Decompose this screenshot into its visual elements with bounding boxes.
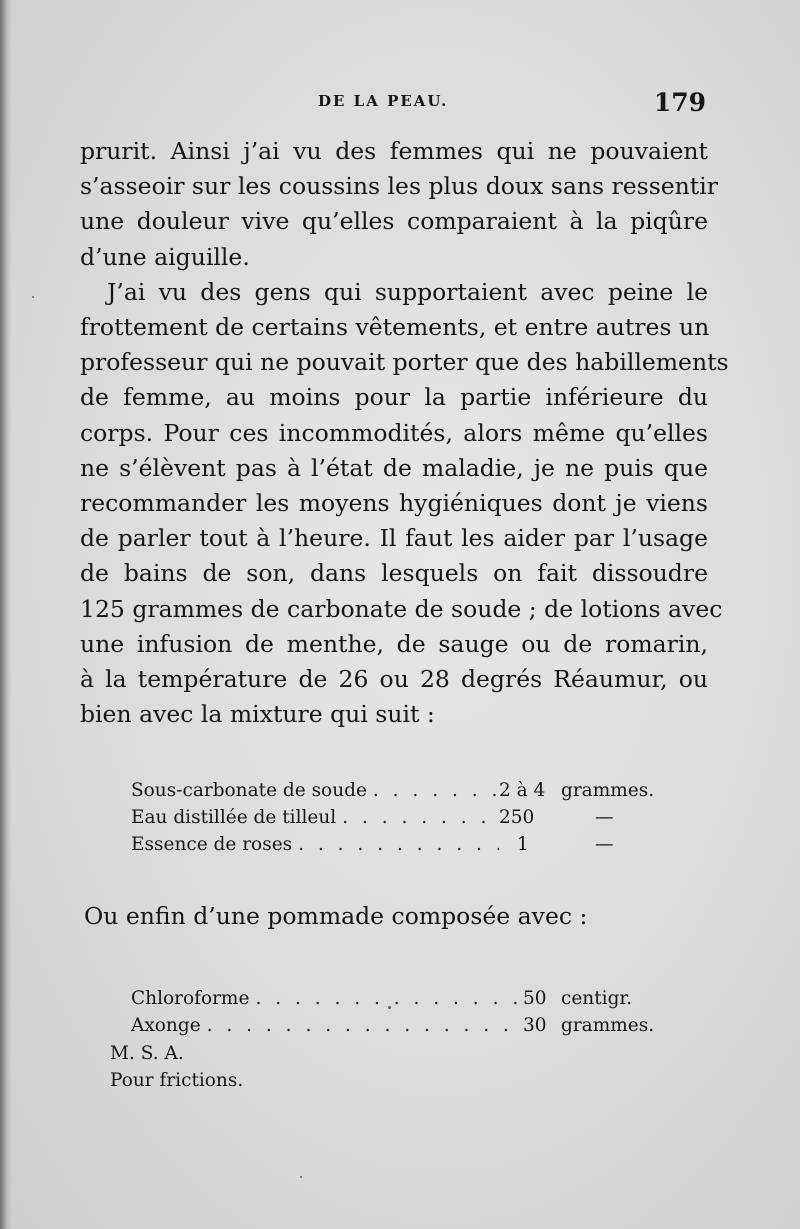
transition-line: Ou enfin d’une pommade composée avec : [84, 902, 588, 930]
recipe-ointment [131, 988, 671, 1042]
text-line: prurit. Ainsi j’ai vu des femmes qui ne pouvaient [80, 137, 708, 165]
ingredient-name: Eau distillée de tilleul [131, 807, 337, 828]
ingredient-name: Chloroforme [131, 988, 250, 1009]
text-line: 125 grammes de carbonate de soude ; de lotions avec [80, 594, 723, 623]
text-line: de parler tout à l’heure. Il faut les aider par l’usage [80, 524, 708, 553]
msa-note: M. S. A. [110, 1043, 184, 1064]
dot-leaders [336, 807, 499, 828]
dot-leaders [367, 780, 499, 801]
ingredient-name: Essence de roses [131, 834, 293, 855]
dot-leaders [292, 834, 499, 855]
text-line: de femme, au moins pour la partie inférieure du [80, 383, 708, 412]
paper-speck [388, 1006, 391, 1009]
text-line: professeur qui ne pouvait porter que des habillements [80, 348, 729, 377]
paper-speck [32, 296, 34, 298]
text-line: ne s’élèvent pas à l’état de maladie, je ne puis que [80, 453, 708, 482]
recipe-row [131, 988, 671, 1015]
ingredient-unit: — [595, 807, 614, 828]
recipe-mixture [131, 780, 671, 861]
recipe-row [131, 780, 671, 807]
ingredient-unit: — [595, 834, 614, 855]
ingredient-unit: grammes. [561, 1015, 655, 1036]
text-line: une douleur vive qu’elles comparaient à la piqûre [80, 207, 708, 236]
page-number: 179 [653, 88, 706, 117]
usage-note: Pour frictions. [110, 1070, 244, 1091]
paragraph-1 [80, 134, 718, 275]
ingredient-name: Axonge [131, 1015, 201, 1036]
page-gutter-shadow [0, 0, 12, 1229]
text-line: s’asseoir sur les coussins les plus doux sans ressentir [80, 172, 718, 201]
text-line: J’ai vu des gens qui supportaient avec peine le [107, 277, 708, 306]
ingredient-name: Sous-carbonate de soude [131, 780, 367, 801]
text-line: frottement de certains vêtements, et entre autres un [80, 313, 710, 342]
ingredient-quantity: 50 [523, 988, 547, 1009]
dot-leaders [201, 1015, 523, 1036]
text-line: une infusion de menthe, de sauge ou de romarin, [80, 629, 708, 658]
text-line: corps. Pour ces incommodités, alors même qu’elles [80, 418, 708, 447]
text-line: de bains de son, dans lesquels on fait dissoudre [80, 559, 708, 588]
text-line: d’une aiguille. [80, 242, 250, 271]
recipe-footer [110, 1040, 243, 1094]
ingredient-quantity: 1 [517, 834, 529, 855]
ingredient-unit: centigr. [561, 988, 633, 1009]
text-line: bien avec la mixture qui suit : [80, 700, 435, 729]
paper-speck [300, 1176, 302, 1178]
ingredient-quantity: 250 [499, 807, 535, 828]
ingredient-quantity: 2 à 4 [499, 780, 546, 801]
text-line: à la température de 26 ou 28 degrés Réaumur, ou [80, 665, 708, 694]
recipe-row [131, 1015, 671, 1042]
dot-leaders [249, 988, 523, 1009]
ingredient-unit: grammes. [561, 780, 655, 801]
ingredient-quantity: 30 [523, 1015, 547, 1036]
text-line: recommander les moyens hygiéniques dont je viens [80, 489, 708, 518]
body-text [80, 134, 729, 732]
paragraph-2 [80, 275, 729, 733]
running-head: DE LA PEAU. [318, 92, 449, 110]
recipe-row [131, 834, 671, 861]
recipe-row [131, 807, 671, 834]
page-header [78, 88, 708, 122]
